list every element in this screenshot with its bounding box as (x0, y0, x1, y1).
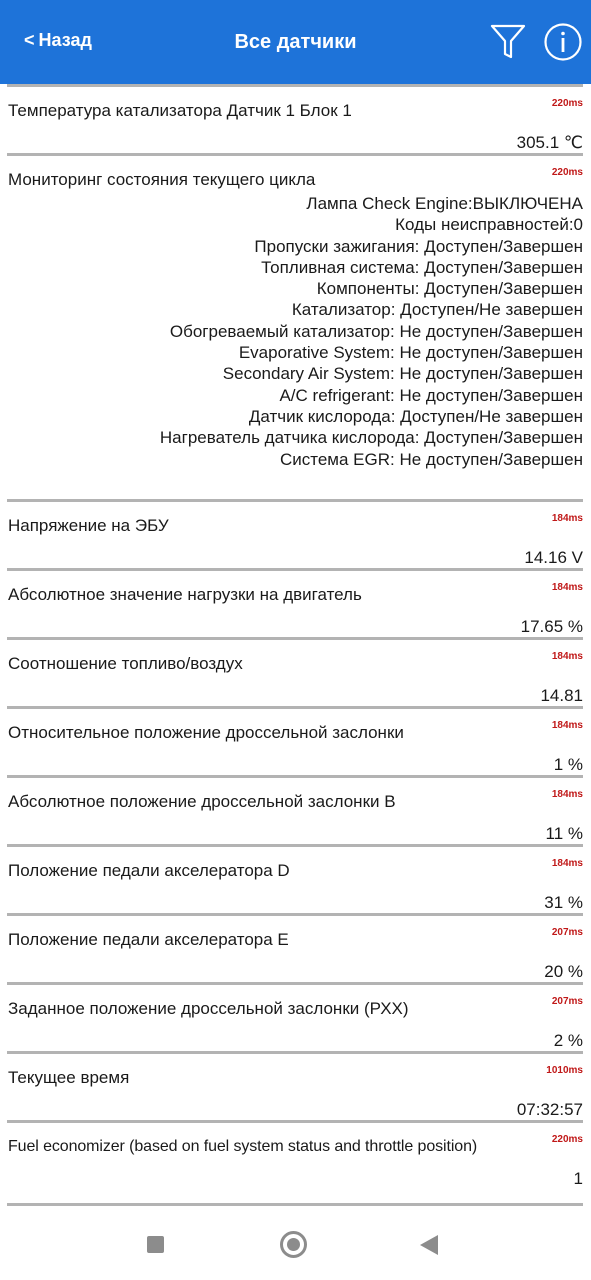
status-line: Evaporative System: Не доступен/Завершен (238, 343, 583, 363)
status-line: A/C refrigerant: Не доступен/Завершен (279, 385, 583, 405)
sensor-item[interactable] (7, 775, 583, 844)
sensor-value: 14.16 V (524, 548, 583, 567)
status-line: Система EGR: Не доступен/Завершен (279, 449, 583, 469)
sensor-update-time: 207ms (551, 996, 583, 1007)
sensor-item[interactable] (7, 84, 583, 153)
sensor-value: 2 % (553, 1031, 583, 1050)
status-line: Лампа Check Engine:ВЫКЛЮЧЕНА (306, 194, 583, 213)
filter-button[interactable] (488, 22, 528, 62)
sensor-item[interactable] (7, 568, 583, 637)
sensor-name: Заданное положение дроссельной заслонки (РХХ) (8, 999, 409, 1018)
sensor-list[interactable] (0, 84, 591, 1189)
sensor-update-time: 184ms (551, 720, 583, 731)
home-dot (287, 1238, 300, 1251)
triangle-back-icon[interactable] (420, 1235, 438, 1255)
sensor-name: Положение педали акселератора E (8, 930, 289, 949)
sensor-update-time: 184ms (551, 651, 583, 662)
status-line: Топливная система: Доступен/Завершен (261, 257, 583, 277)
sensor-item[interactable] (7, 1051, 583, 1120)
monitor-status-list (160, 193, 583, 470)
sensor-update-time: 184ms (551, 513, 583, 524)
sensor-name: Температура катализатора Датчик 1 Блок 1 (8, 101, 352, 120)
sensor-update-time: 220ms (551, 167, 583, 178)
sensor-item-monitor-status[interactable] (7, 153, 583, 499)
status-line: Компоненты: Доступен/Завершен (316, 279, 583, 299)
app-header (0, 0, 591, 84)
sensor-value: 17.65 % (520, 617, 583, 636)
info-button[interactable] (543, 22, 583, 62)
sensor-value: 1 % (553, 755, 583, 774)
sensor-value: 31 % (544, 893, 583, 912)
sensor-name: Fuel economizer (based on fuel system status and throttle position) (8, 1138, 478, 1155)
sensor-item[interactable] (7, 706, 583, 775)
filter-funnel-icon (488, 22, 528, 62)
circle-home-icon[interactable] (280, 1231, 307, 1258)
sensor-update-time: 184ms (551, 789, 583, 800)
back-arrow-icon: < (24, 30, 35, 50)
sensor-name: Абсолютное положение дроссельной заслонки B (8, 792, 396, 811)
sensor-item[interactable] (7, 982, 583, 1051)
list-end-divider (7, 1203, 583, 1206)
sensor-item[interactable] (7, 844, 583, 913)
status-line: Пропуски зажигания: Доступен/Завершен (254, 236, 583, 256)
sensor-name: Соотношение топливо/воздух (8, 654, 243, 673)
back-button[interactable] (24, 30, 92, 51)
status-line: Secondary Air System: Не доступен/Завершен (222, 364, 583, 384)
sensor-update-time: 207ms (551, 927, 583, 938)
sensor-item[interactable] (7, 913, 583, 982)
status-line: Нагреватель датчика кислорода: Доступен/Завершен (159, 428, 583, 448)
sensor-name: Положение педали акселератора D (8, 861, 290, 880)
back-label: Назад (38, 30, 92, 50)
sensor-value: 305.1 ℃ (516, 133, 583, 152)
sensor-name: Абсолютное значение нагрузки на двигатель (8, 585, 362, 604)
sensor-value: 07:32:57 (516, 1100, 583, 1119)
sensor-value: 11 % (545, 824, 583, 843)
sensor-item[interactable] (7, 499, 583, 568)
status-line: Обогреваемый катализатор: Не доступен/Завершен (169, 321, 583, 341)
sensor-value: 14.81 (540, 686, 583, 705)
sensor-update-time: 184ms (551, 858, 583, 869)
status-line: Датчик кислорода: Доступен/Не завершен (248, 406, 583, 426)
sensor-name: Текущее время (8, 1068, 130, 1087)
square-recents-icon[interactable] (147, 1236, 164, 1253)
sensor-name: Напряжение на ЭБУ (8, 516, 169, 535)
sensor-name: Относительное положение дроссельной заслонки (8, 723, 404, 742)
status-line: Коды неисправностей:0 (395, 215, 583, 235)
sensor-name: Мониторинг состояния текущего цикла (8, 170, 316, 189)
sensor-update-time: 184ms (551, 582, 583, 593)
sensor-item[interactable] (7, 637, 583, 706)
sensor-value: 20 % (544, 962, 583, 981)
sensor-value: 1 (573, 1169, 583, 1188)
sensor-item[interactable] (7, 1120, 583, 1189)
sensor-update-time: 1010ms (546, 1065, 583, 1076)
page-title: Все датчики (234, 31, 357, 53)
info-circle-icon (543, 22, 583, 62)
sensor-update-time: 220ms (551, 1134, 583, 1145)
status-line: Катализатор: Доступен/Не завершен (291, 300, 583, 320)
sensor-update-time: 220ms (551, 98, 583, 109)
system-navigation-bar (0, 1208, 591, 1280)
